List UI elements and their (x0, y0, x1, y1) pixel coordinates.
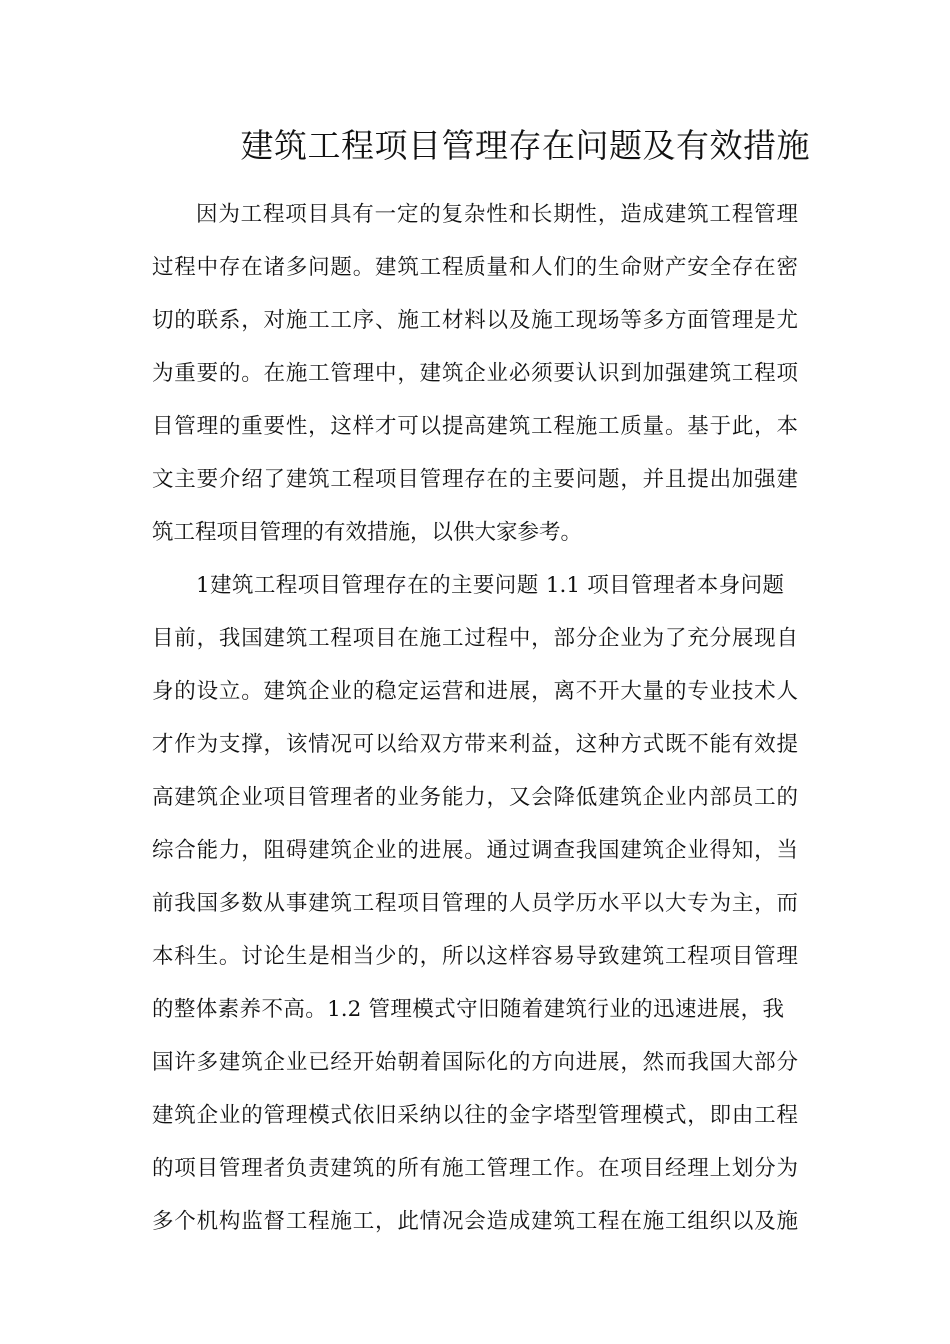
text-line: 多个机构监督工程施工，此情况会造成建筑工程在施工组织以及施 (152, 1209, 798, 1234)
text-line: 国许多建筑企业已经开始朝着国际化的方向进展，然而我国大部分 (152, 1050, 798, 1075)
text-line: 建筑企业的管理模式依旧采纳以往的金字塔型管理模式，即由工程 (152, 1103, 798, 1128)
text-line: 为重要的。在施工管理中，建筑企业必须要认识到加强建筑工程项 (152, 361, 798, 386)
text-line: 身的设立。建筑企业的稳定运营和进展，离不开大量的专业技术人 (152, 679, 798, 704)
text-line: 目管理的重要性，这样才可以提高建筑工程施工质量。基于此，本 (152, 414, 798, 439)
text-line: 目前，我国建筑工程项目在施工过程中，部分企业为了充分展现自 (152, 626, 798, 651)
text-line: 高建筑企业项目管理者的业务能力，又会降低建筑企业内部员工的 (152, 785, 798, 810)
text-line: 前我国多数从事建筑工程项目管理的人员学历水平以大专为主，而 (152, 891, 798, 916)
text-line: 切的联系，对施工工序、施工材料以及施工现场等多方面管理是尤 (152, 308, 798, 333)
text-line: 的项目管理者负责建筑的所有施工管理工作。在项目经理上划分为 (152, 1156, 798, 1181)
document-title: 建筑工程项目管理存在问题及有效措施 (240, 126, 810, 165)
text-line: 1建筑工程项目管理存在的主要问题 1.1 项目管理者本身问题 (196, 573, 784, 598)
text-line: 因为工程项目具有一定的复杂性和长期性，造成建筑工程管理 (196, 202, 798, 227)
text-line: 的整体素养不高。1.2 管理模式守旧随着建筑行业的迅速进展，我 (152, 997, 784, 1022)
text-line: 筑工程项目管理的有效措施，以供大家参考。 (152, 520, 583, 545)
text-line: 才作为支撑，该情况可以给双方带来利益，这种方式既不能有效提 (152, 732, 798, 757)
text-line: 综合能力，阻碍建筑企业的进展。通过调查我国建筑企业得知，当 (152, 838, 798, 863)
text-line: 本科生。讨论生是相当少的，所以这样容易导致建筑工程项目管理 (152, 944, 798, 969)
text-line: 文主要介绍了建筑工程项目管理存在的主要问题，并且提出加强建 (152, 467, 798, 492)
text-line: 过程中存在诸多问题。建筑工程质量和人们的生命财产安全存在密 (152, 255, 798, 280)
